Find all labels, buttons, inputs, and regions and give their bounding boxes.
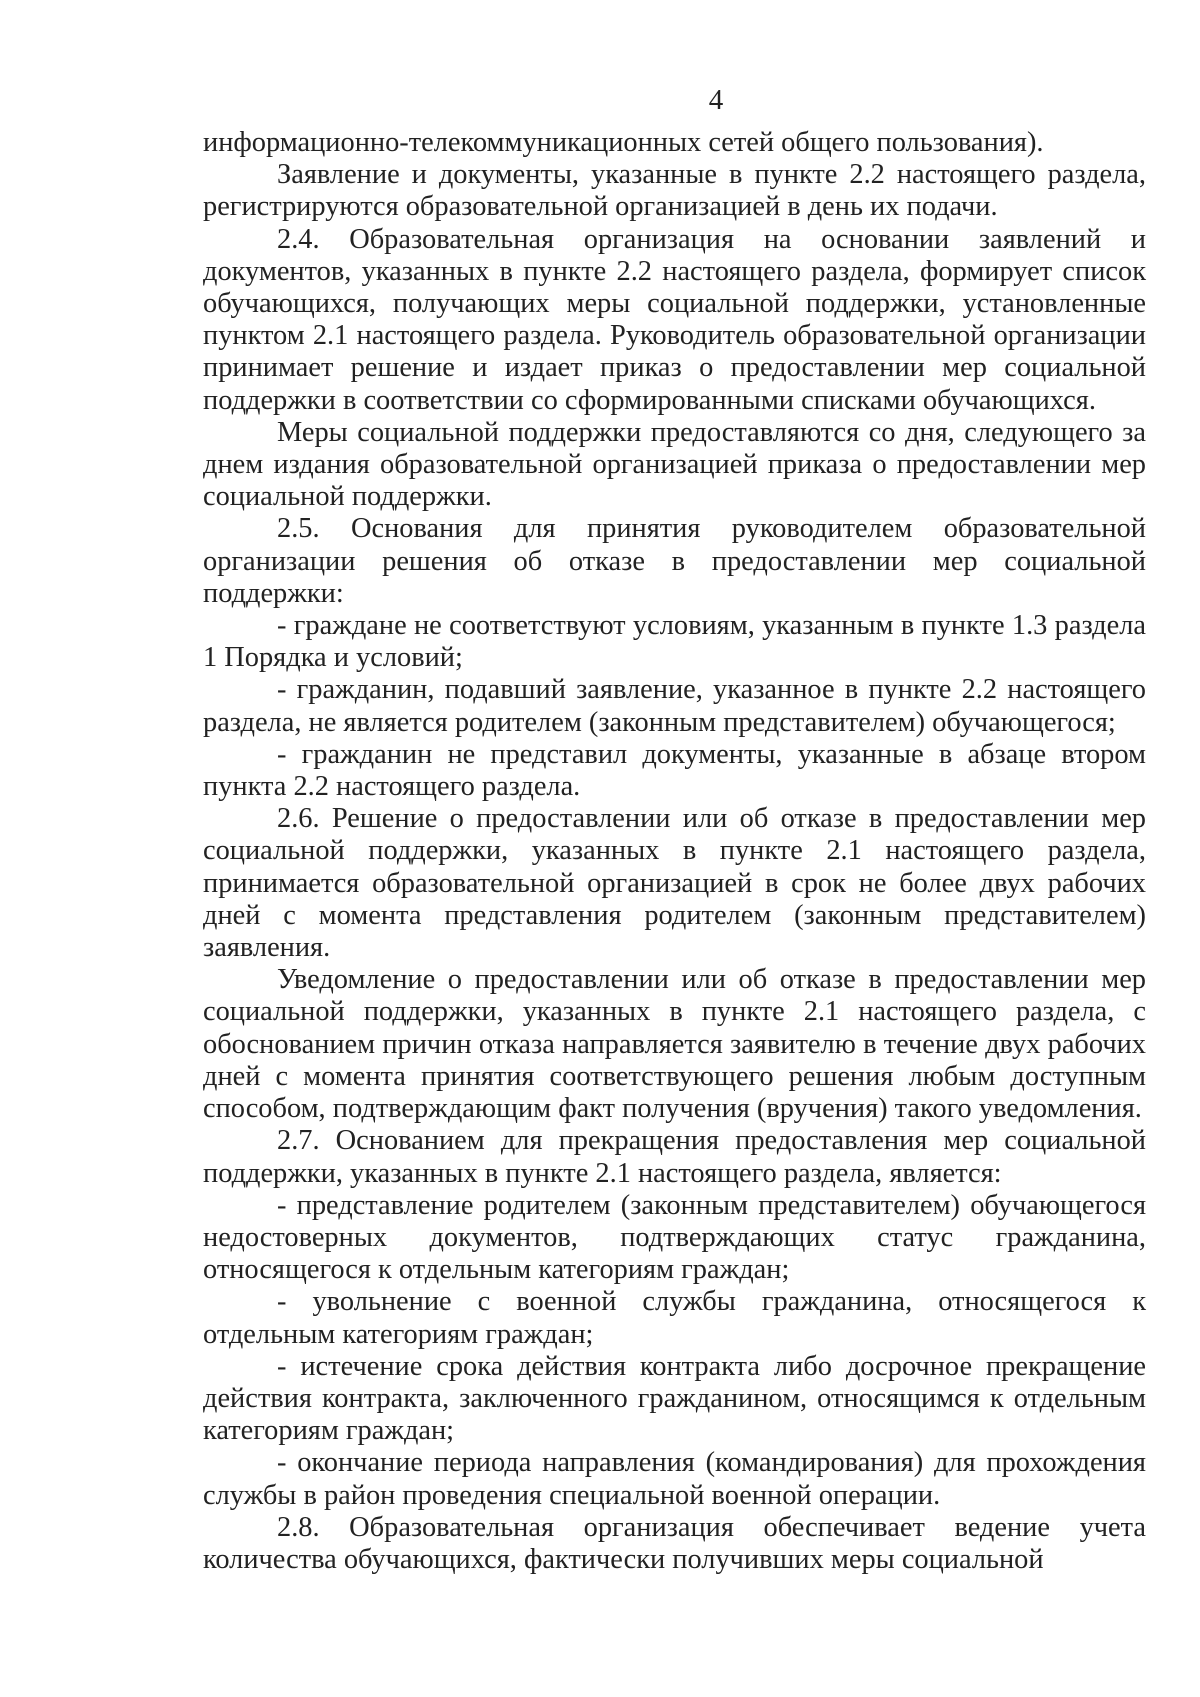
paragraph: - увольнение с военной службы гражданина, относящегося к отдельным категориям граждан; (203, 1286, 1146, 1350)
paragraph: 2.8. Образовательная организация обеспечивает ведение учета количества обучающихся, фактически получивших меры социальной (203, 1511, 1146, 1575)
paragraph: Меры социальной поддержки предоставляются со дня, следующего за днем издания образовательной организацией приказа о предоставлении мер социальной поддержки. (203, 416, 1146, 513)
paragraph: 2.7. Основанием для прекращения предоставления мер социальной поддержки, указанных в пункте 2.1 настоящего раздела, является: (203, 1125, 1146, 1189)
paragraph: - истечение срока действия контракта либо досрочное прекращение действия контракта, заключенного гражданином, относящимся к отдельным категориям граждан; (203, 1350, 1146, 1447)
paragraph: - представление родителем (законным представителем) обучающегося недостоверных документов, подтверждающих статус гражданина, относящегося к отдельным категориям граждан; (203, 1189, 1146, 1286)
paragraph: Заявление и документы, указанные в пункте 2.2 настоящего раздела, регистрируются образовательной организацией в день их подачи. (203, 159, 1146, 223)
page-number: 4 (708, 84, 724, 116)
paragraph: 2.5. Основания для принятия руководителем образовательной организации решения об отказе в предоставлении мер социальной поддержки: (203, 513, 1146, 609)
document-body (203, 127, 1146, 1576)
paragraph: Уведомление о предоставлении или об отказе в предоставлении мер социальной поддержки, указанных в пункте 2.1 настоящего раздела, с обоснованием причин отказа направляется заявителю в течение двух рабочих дней с момента принятия соответствующего решения любым доступным способом, подтверждающим факт получения (вручения) такого уведомления. (203, 964, 1146, 1125)
paragraph: информационно-телекоммуникационных сетей общего пользования). (203, 127, 1044, 158)
paragraph: 2.4. Образовательная организация на основании заявлений и документов, указанных в пункте 2.2 настоящего раздела, формирует список обучающихся, получающих меры социальной поддержки, установленные пунктом 2.1 настоящего раздела. Руководитель образовательной организации принимает решение и издает приказ о предоставлении мер социальной поддержки в соответствии со сформированными списками обучающихся. (203, 223, 1146, 416)
paragraph: - граждане не соответствуют условиям, указанным в пункте 1.3 раздела 1 Порядка и условий; (203, 610, 1146, 674)
paragraph: - окончание периода направления (командирования) для прохождения службы в район проведения специальной военной операции. (203, 1447, 1146, 1511)
paragraph: - гражданин не представил документы, указанные в абзаце втором пункта 2.2 настоящего раздела. (203, 738, 1146, 803)
paragraph: 2.6. Решение о предоставлении или об отказе в предоставлении мер социальной поддержки, указанных в пункте 2.1 настоящего раздела, принимается образовательной организацией в срок не более двух рабочих дней с момента представления родителем (законным представителем) заявления. (203, 803, 1146, 964)
paragraph: - гражданин, подавший заявление, указанное в пункте 2.2 настоящего раздела, не является родителем (законным представителем) обучающегося; (203, 674, 1146, 738)
